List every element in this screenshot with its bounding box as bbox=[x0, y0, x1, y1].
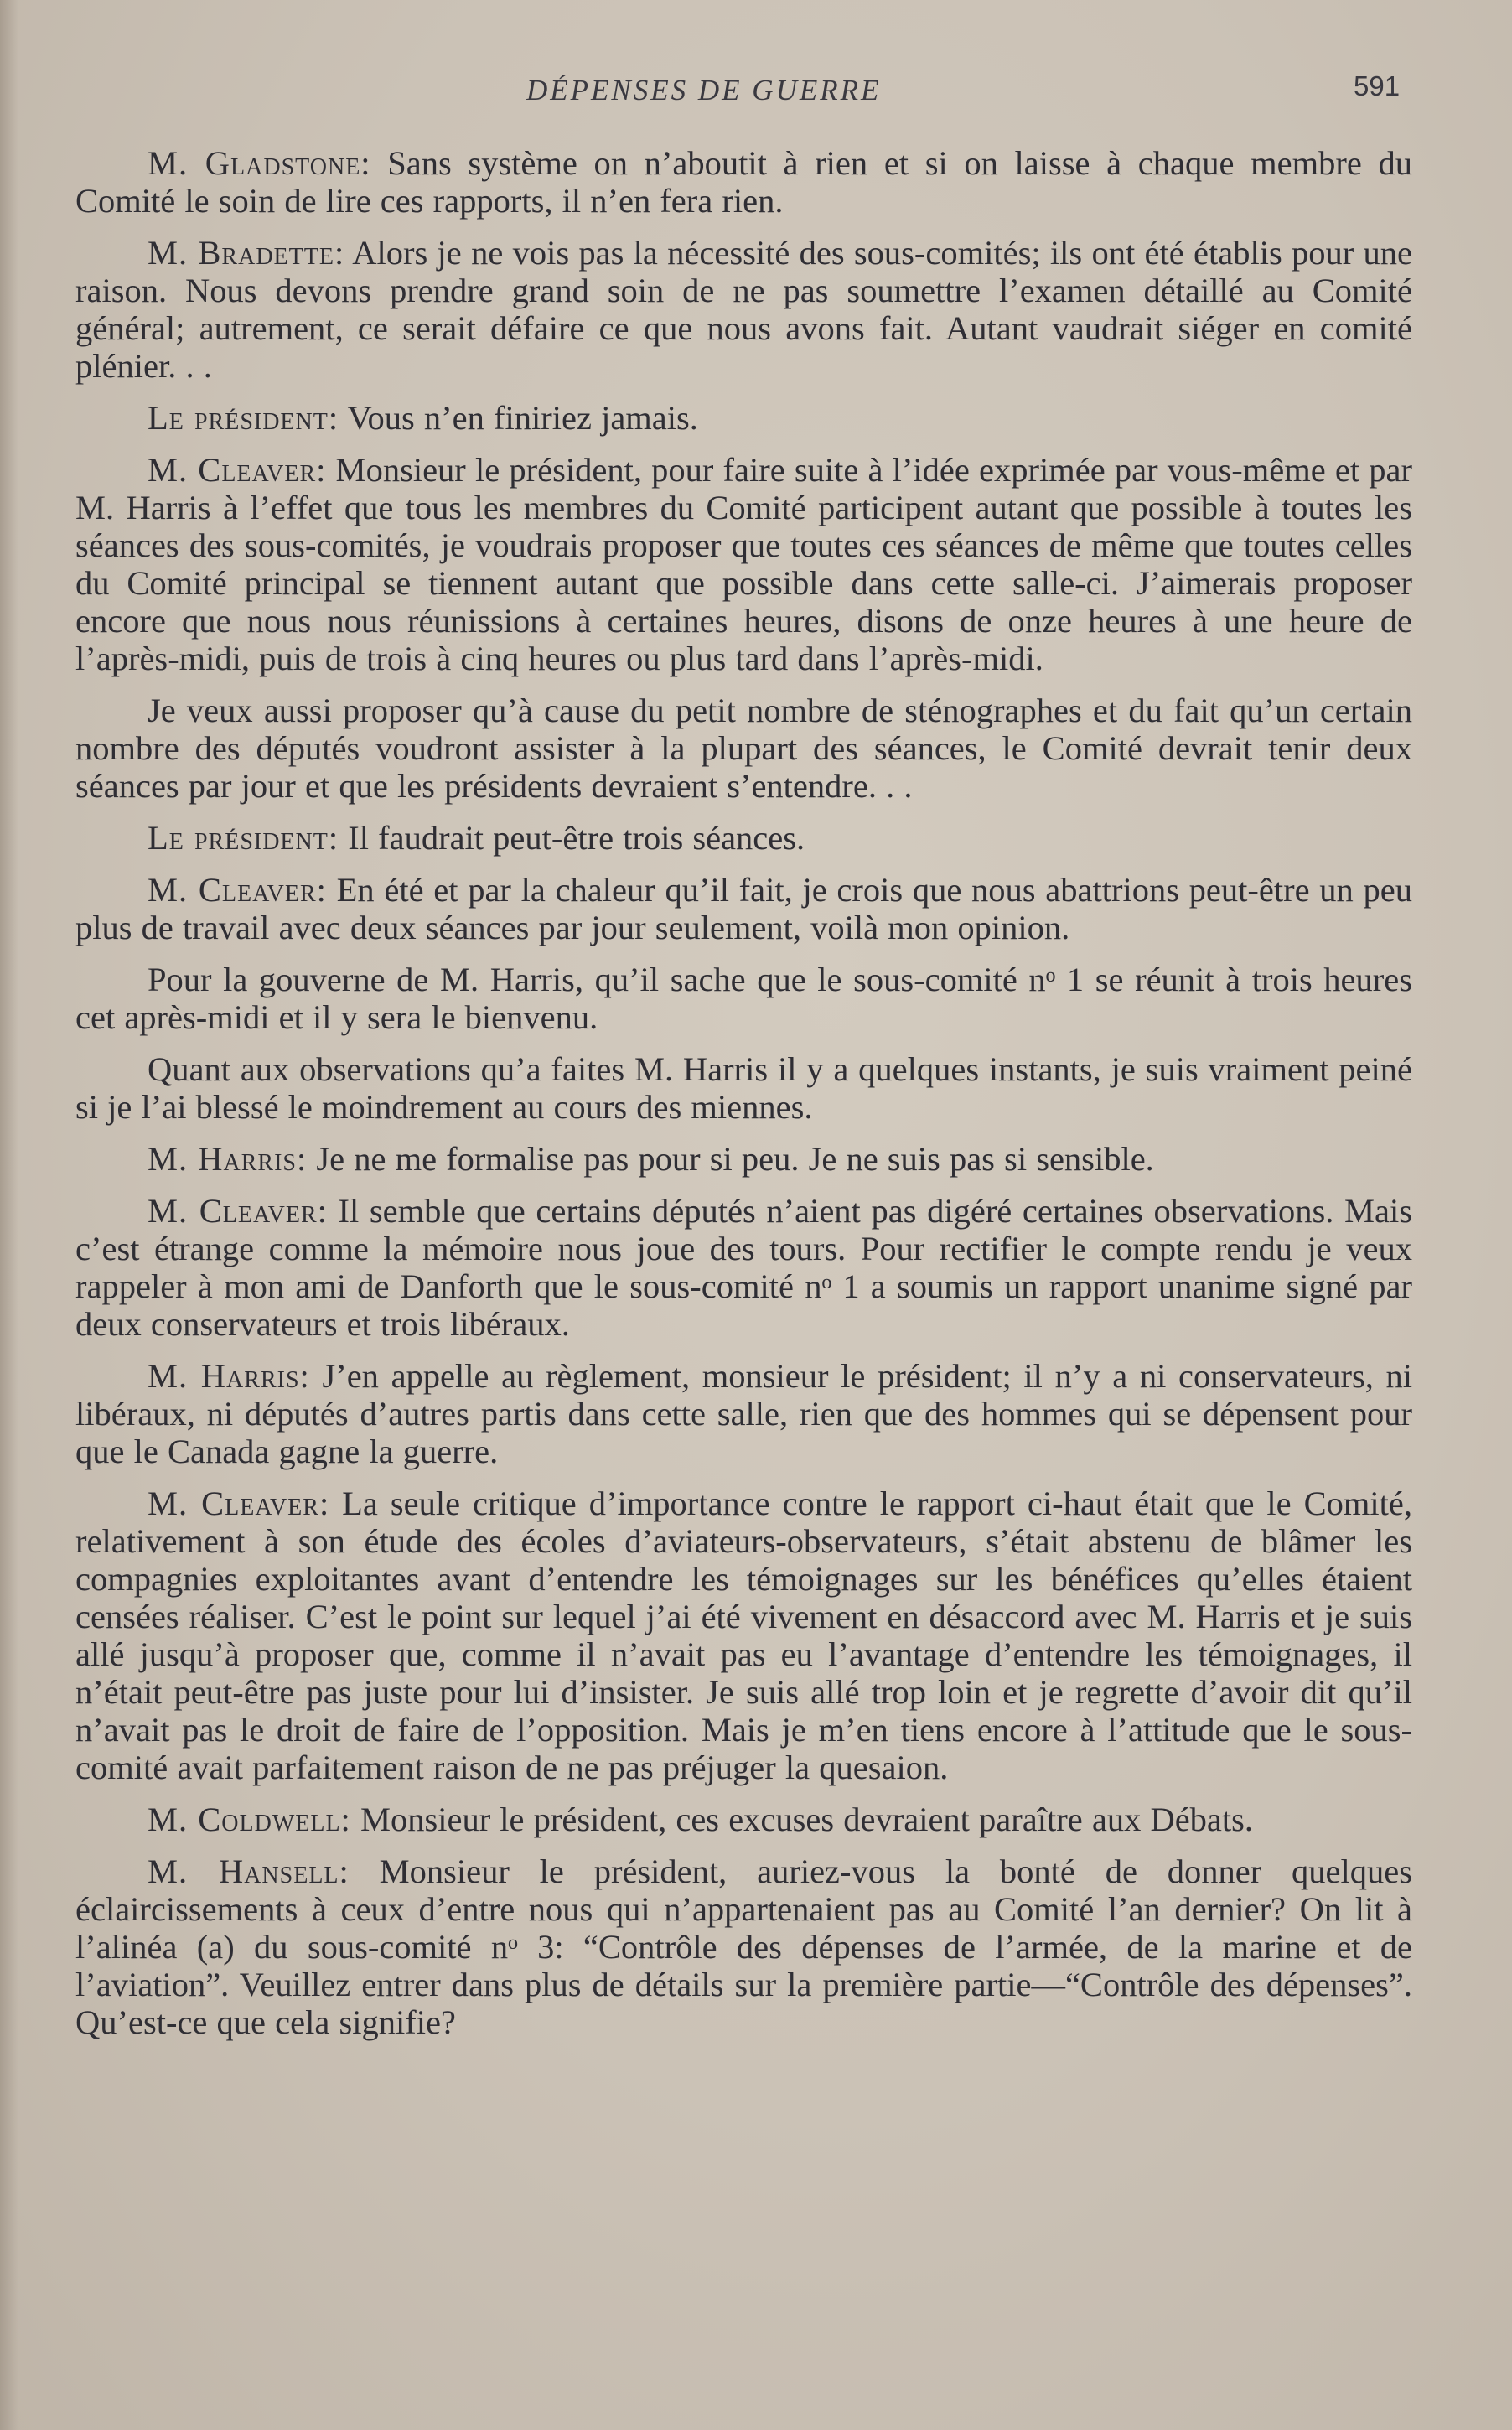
paragraph-text: Monsieur le président, ces excuses devraient paraître aux Débats. bbox=[350, 1800, 1254, 1838]
paragraph-text: Vous n’en finiriez jamais. bbox=[339, 399, 698, 437]
paragraph-text: Je ne me formalise pas pour si peu. Je ne suis pas si sensible. bbox=[307, 1140, 1154, 1178]
paragraph bbox=[75, 234, 1412, 385]
speaker-name: M. Cleaver: bbox=[148, 1192, 328, 1230]
speaker-name: M. Gladstone: bbox=[148, 144, 371, 182]
paragraph bbox=[75, 871, 1412, 946]
paragraph bbox=[75, 819, 1412, 857]
paragraph-text: La seule critique d’importance contre le rapport ci-haut était que le Comité, relativement à son étude des écoles d’aviateurs-observateurs, s’était abstenu de blâmer les compagnies exploitantes avant d’entendre les témoignages sur les bénéfices qu’elles étaient censées réaliser. C’est le point sur lequel j’ai été vivement en désaccord avec M. Harris et je suis allé jusqu’à proposer que, comme il n’avait pas eu l’avantage d’entendre les témoignages, il n’était peut-être pas juste pour lui d’insister. Je suis allé trop loin et je regrette d’avoir dit qu’il n’avait pas le droit de faire de l’opposition. Mais je m’en tiens encore à l’attitude que le sous-comité avait parfaitement raison de ne pas préjuger la quesaion. bbox=[75, 1484, 1412, 1786]
paragraph bbox=[75, 1800, 1412, 1838]
paragraph bbox=[75, 1484, 1412, 1786]
paragraph bbox=[75, 451, 1412, 677]
speaker-name: M. Cleaver: bbox=[148, 451, 327, 489]
paragraph bbox=[75, 144, 1412, 220]
speaker-name: M. Cleaver: bbox=[148, 871, 327, 909]
speaker-name: Le président: bbox=[148, 819, 339, 857]
paragraph bbox=[75, 1357, 1412, 1470]
body-text bbox=[75, 144, 1412, 2055]
paragraph bbox=[75, 692, 1412, 805]
paragraph-text: Monsieur le président, pour faire suite à l’idée exprimée par vous-même et par M. Harris à l’effet que tous les membres du Comité participent autant que possible à toutes les séances des sous-comités, je voudrais proposer que toutes ces séances de même que toutes celles du Comité principal se tiennent autant que possible dans cette salle-ci. J’aimerais proposer encore que nous nous réunissions à certaines heures, disons de onze heures à une heure de l’après-midi, puis de trois à cinq heures ou plus tard dans l’après-midi. bbox=[75, 451, 1412, 677]
running-head: DÉPENSES DE GUERRE bbox=[526, 74, 882, 106]
paragraph-text: Alors je ne vois pas la nécessité des sous-comités; ils ont été établis pour une raison. Nous devons prendre grand soin de ne pas soumettre l’examen détaillé au Comité général; autrement, ce serait défaire ce que nous avons fait. Autant vaudrait siéger en comité plénier. . . bbox=[75, 234, 1412, 385]
paragraph-text: Pour la gouverne de M. Harris, qu’il sache que le sous-comité nᵒ 1 se réunit à trois heures cet après-midi et il y sera le bienvenu. bbox=[75, 961, 1412, 1036]
paragraph-text: Je veux aussi proposer qu’à cause du petit nombre de sténographes et du fait qu’un certain nombre des députés voudront assister à la plupart des séances, le Comité devrait tenir deux séances par jour et que les présidents devraient s’entendre. . . bbox=[75, 692, 1412, 805]
page-number: 591 bbox=[1354, 70, 1401, 101]
paragraph-text: Monsieur le président, auriez-vous la bonté de donner quelques éclaircissements à ceux d’entre nous qui n’appartenaient pas au Comité l’an dernier? On lit à l’alinéa (a) du sous-comité nᵒ 3: “Contrôle des dépenses de l’armée, de la marine et de l’aviation”. Veuillez entrer dans plus de détails sur la première partie—“Contrôle des dépenses”. Qu’est-ce que cela signifie? bbox=[75, 1852, 1412, 2041]
speaker-name: M. Cleaver: bbox=[148, 1484, 330, 1522]
speaker-name: M. Hansell: bbox=[148, 1852, 350, 1890]
speaker-name: M. Harris: bbox=[148, 1357, 310, 1395]
speaker-name: Le président: bbox=[148, 399, 339, 437]
paragraph bbox=[75, 961, 1412, 1036]
paragraph bbox=[75, 1050, 1412, 1126]
page-edge-shadow bbox=[0, 0, 18, 2430]
paragraph-text: Sans système on n’aboutit à rien et si on laisse à chaque membre du Comité le soin de lire ces rapports, il n’en fera rien. bbox=[75, 144, 1412, 220]
paragraph bbox=[75, 399, 1412, 437]
speaker-name: M. Coldwell: bbox=[148, 1800, 351, 1838]
paragraph bbox=[75, 1192, 1412, 1343]
paragraph-text: Il faudrait peut-être trois séances. bbox=[339, 819, 805, 857]
speaker-name: M. Bradette: bbox=[148, 234, 345, 272]
paragraph-text: J’en appelle au règlement, monsieur le président; il n’y a ni conservateurs, ni libéraux, ni députés d’autres partis dans cette salle, rien que des hommes qui se dépensent pour que le Canada gagne la guerre. bbox=[75, 1357, 1413, 1470]
paragraph-text: En été et par la chaleur qu’il fait, je crois que nous abattrions peut-être un peu plus de travail avec deux séances par jour seulement, voilà mon opinion. bbox=[75, 871, 1412, 946]
paragraph-text: Quant aux observations qu’a faites M. Harris il y a quelques instants, je suis vraiment peiné si je l’ai blessé le moindrement au cours des miennes. bbox=[75, 1050, 1412, 1126]
paragraph-text: Il semble que certains députés n’aient pas digéré certaines observations. Mais c’est étrange comme la mémoire nous joue des tours. Pour rectifier le compte rendu je veux rappeler à mon ami de Danforth que le sous-comité nᵒ 1 a soumis un rapport unanime signé par deux conservateurs et trois libéraux. bbox=[75, 1192, 1412, 1343]
paragraph bbox=[75, 1140, 1412, 1178]
speaker-name: M. Harris: bbox=[148, 1140, 308, 1178]
paragraph bbox=[75, 1852, 1412, 2041]
